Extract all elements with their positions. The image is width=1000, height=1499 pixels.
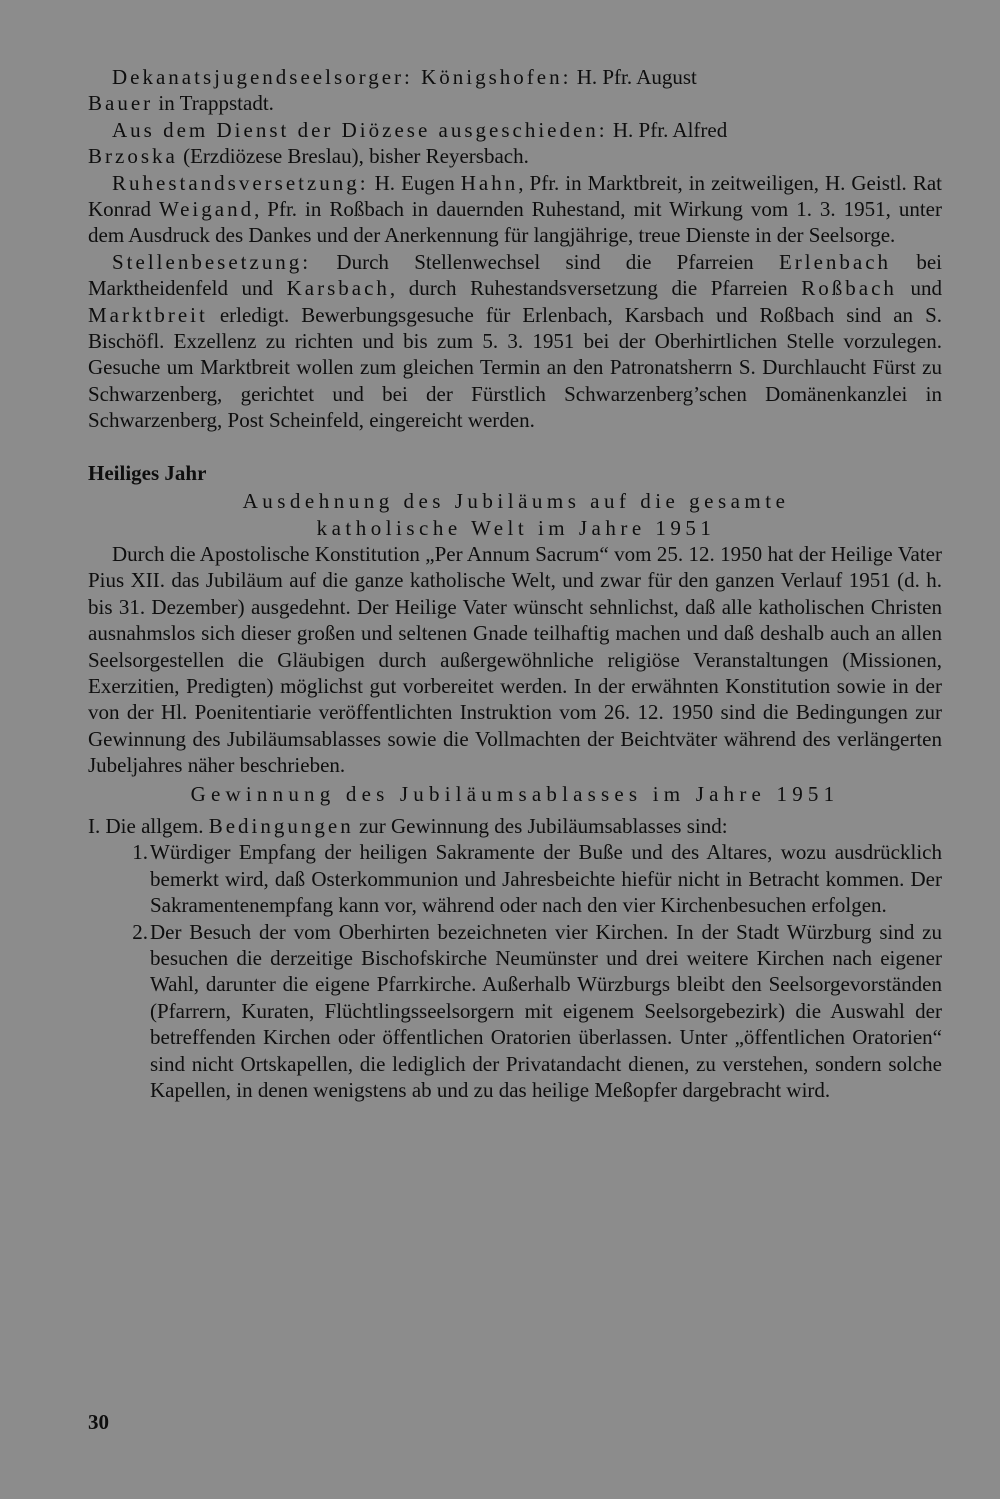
- person-name: Brzoska: [88, 144, 178, 169]
- list-item: [88, 919, 942, 1104]
- parish-name: Erlenbach: [778, 249, 892, 274]
- page-number: 30: [88, 1410, 109, 1434]
- section-title-line-2: katholische Welt im Jahre 1951: [316, 515, 716, 540]
- announcement-appointments: Stellenbesetzung: Durch Stellenwechsel sind die Pfarreien Erlenbach bei Marktheidenfeld und Karsbach, durch Ruhestandsversetzung die Pfarreien Roßbach und Marktbreit erledigt. Bewerbungsgesuche für Erlenbach, Karsbach und Roßbach sind an S. Bischöfl. Exzellenz zu richten und bis zum 5. 3. 1951 bei der Oberhirtlichen Stelle vorzulegen. Gesuche um Marktbreit wollen zum gleichen Termin an den Patronatsherrn S. Durchlaucht Fürst zu Schwarzenberg, gerichtet und bei der Fürstlich Schwarzenberg’schen Domänenkanzlei in Schwarzenberg, Post Scheinfeld, eingereicht werden.: [88, 249, 943, 433]
- section-heading: Heiliges Jahr: [88, 460, 207, 485]
- person-name: Bauer: [88, 91, 154, 116]
- person-name: Hahn: [460, 170, 519, 195]
- list-item: [88, 839, 942, 918]
- person-name: Weigand: [158, 197, 255, 222]
- list-item-text: Der Besuch der vom Oberhirten bezeichneten vier Kirchen. In der Stadt Würzburg sind zu besuchen die derzeitige Bischofskirche Neumünster und drei weitere Kirchen nach eigener Wahl, darunter die eigene Pfarrkirche. Außerhalb Würzburgs bleibt den Seelsorgevorständen (Pfarrern, Kuraten, Flüchtlingsseelsorgern mit eigenem Seelsorgebezirk) die Auswahl der betreffenden Kirchen oder öffentlichen Oratorien überlassen. Unter „öffentlichen Oratorien“ sind nicht Ortskapellen, die lediglich der Privatandacht dienen, zu verstehen, sondern solche Kapellen, in denen wenigstens ab und zu das heilige Meßopfer dargebracht wird.: [150, 919, 942, 1103]
- list-item-number: 1.: [132, 840, 148, 865]
- parish-name: Marktbreit: [88, 302, 208, 327]
- list-item-text: Würdiger Empfang der heiligen Sakramente der Buße und des Altares, wozu ausdrücklich bemerkt wird, daß Osterkommunion und Jahresbeichte hiefür nicht in Betracht kommen. Der Sakramentenempfang kann vor, während oder nach den vier Kirchenbesuchen erfolgen.: [150, 840, 942, 918]
- announcement-retirement: Ruhestandsversetzung: H. Eugen Hahn, Pfr. in Marktbreit, in zeitweiligen, H. Geistl. Rat Konrad Weigand, Pfr. in Roßbach in dauernden Ruhestand, mit Wirkung vom 1. 3. 1951, unter dem Ausdruck des Dankes und der Anerkennung für langjährige, treue Dienste in der Seelsorge.: [88, 170, 942, 248]
- section-subtitle: Gewinnung des Jubiläumsablasses im Jahre 1951: [190, 781, 840, 806]
- announcement-departure: Aus dem Dienst der Diözese ausgeschieden: H. Pfr. Alfred Brzoska (Erzdiözese Breslau), bisher Reyersbach.: [88, 117, 728, 169]
- announcement-label: Dekanatsjugendseelsorger: Königshofen:: [112, 65, 572, 89]
- announcement-youth-pastor: Dekanatsjugendseelsorger: Königshofen: H. Pfr. August Bauer in Trappstadt.: [88, 65, 697, 116]
- announcement-label: Stellenbesetzung:: [112, 249, 312, 274]
- announcement-label: Ruhestandsversetzung:: [112, 170, 369, 195]
- section-body: Durch die Apostolische Konstitution „Per Annum Sacrum“ vom 25. 12. 1950 hat der Heilige Vater Pius XII. das Jubiläum auf die ganze katholische Welt, und zwar für den ganzen Verlauf 1951 (d. h. bis 31. Dezember) ausgedehnt. Der Heilige Vater wünscht sehnlichst, daß alle katholischen Christen ausnahmslos sich dieser großen und seltenen Gnade teilhaftig machen und daß deshalb auch an allen Seelsorgestellen die Gläubigen durch außergewöhnliche religiöse Veranstaltungen (Missionen, Exerzitien, Predigten) möglichst gut vorbereitet werden. In der erwähnten Konstitution sowie in der von der Hl. Poenitentiarie veröffentlichten Instruktion vom 26. 12. 1950 sind die Bedingungen zur Gewinnung des Jubiläumsablasses sowie die Vollmachten der Beichtväter während des verlängerten Jubeljahres näher beschrieben.: [88, 541, 942, 778]
- list-item-number: 2.: [132, 919, 148, 944]
- section-title-line-1: Ausdehnung des Jubiläums auf die gesamte: [242, 489, 790, 514]
- conditions-intro: I. Die allgem. Bedingungen zur Gewinnung des Jubiläumsablasses sind:: [88, 813, 728, 838]
- parish-name: Karsbach: [286, 276, 390, 301]
- announcement-label: Aus dem Dienst der Diözese ausgeschieden:: [112, 117, 608, 142]
- conditions-label: Bedingungen: [208, 813, 354, 838]
- parish-name: Roßbach: [801, 276, 897, 301]
